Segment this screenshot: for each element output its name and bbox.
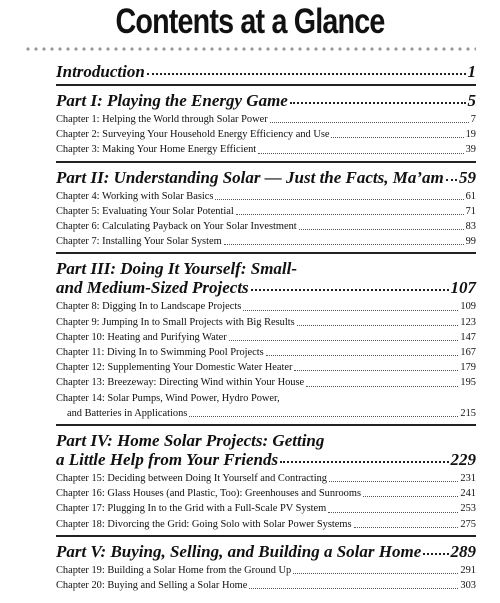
dot-leader bbox=[229, 340, 459, 341]
chapter-page: 291 bbox=[460, 564, 476, 576]
dot-leader bbox=[243, 310, 458, 311]
chapter-label: Chapter 15: Deciding between Doing It Yourself and Contracting bbox=[56, 473, 327, 485]
dot-leader bbox=[423, 553, 448, 555]
toc-chapter[interactable] bbox=[56, 360, 476, 375]
dot-leader bbox=[258, 153, 463, 154]
page-title: Contents at a Glance bbox=[115, 2, 385, 41]
toc-part-2[interactable] bbox=[56, 168, 476, 187]
chapter-page: 241 bbox=[460, 488, 476, 500]
toc-intro[interactable] bbox=[56, 62, 476, 81]
chapter-label: Chapter 18: Divorcing the Grid: Going Solo with Solar Power Systems bbox=[56, 518, 352, 530]
dot-leader bbox=[215, 199, 463, 200]
part-divider bbox=[56, 424, 476, 426]
chapter-page: 215 bbox=[460, 407, 476, 419]
toc-chapter[interactable] bbox=[56, 189, 476, 204]
dot-leader bbox=[331, 137, 463, 138]
dot-leader bbox=[236, 214, 464, 215]
chapter-label: Chapter 10: Heating and Purifying Water bbox=[56, 331, 227, 343]
toc-chapter[interactable] bbox=[56, 234, 476, 249]
toc-chapter[interactable] bbox=[56, 127, 476, 142]
dot-leader bbox=[354, 527, 459, 528]
chapter-page: 195 bbox=[460, 377, 476, 389]
chapter-label: Chapter 11: Diving In to Swimming Pool Projects bbox=[56, 347, 264, 359]
dot-leader bbox=[251, 289, 449, 291]
chapter-label: Chapter 19: Building a Solar Home from the Ground Up bbox=[56, 564, 292, 576]
toc-chapter[interactable] bbox=[56, 375, 476, 390]
toc-chapter[interactable] bbox=[56, 471, 476, 486]
toc-chapter[interactable] bbox=[56, 391, 476, 421]
table-of-contents bbox=[56, 62, 476, 593]
part-divider bbox=[56, 252, 476, 254]
toc-part-3[interactable] bbox=[56, 259, 476, 297]
dot-leader bbox=[446, 179, 457, 181]
dot-leader bbox=[294, 370, 458, 371]
chapter-label: Chapter 13: Breezeway: Directing Wind within Your House bbox=[56, 377, 305, 389]
part-title: Part II: Understanding Solar — Just the Facts, Ma’am bbox=[56, 167, 444, 187]
chapter-page: 7 bbox=[470, 114, 476, 125]
chapter-page: 109 bbox=[460, 301, 476, 313]
dot-leader bbox=[189, 416, 458, 417]
chapter-page: 275 bbox=[460, 518, 476, 530]
part-divider bbox=[56, 535, 476, 537]
toc-chapter[interactable] bbox=[56, 517, 476, 532]
chapter-page: 99 bbox=[465, 236, 476, 248]
part-page: 229 bbox=[450, 450, 476, 470]
chapter-page: 61 bbox=[465, 190, 476, 202]
dot-leader bbox=[266, 355, 459, 356]
toc-chapter[interactable] bbox=[56, 299, 476, 314]
chapter-page: 83 bbox=[465, 221, 476, 233]
toc-part-5[interactable] bbox=[56, 542, 476, 561]
chapter-label: Chapter 3: Making Your Home Energy Efficient bbox=[56, 144, 257, 156]
dot-leader bbox=[329, 481, 458, 482]
part-page: 5 bbox=[467, 91, 476, 110]
chapter-label: Chapter 1: Helping the World through Solar Power bbox=[56, 114, 268, 125]
dot-leader bbox=[299, 229, 464, 230]
part-page: 59 bbox=[459, 167, 476, 187]
chapter-page: 167 bbox=[460, 347, 476, 359]
chapter-label-line1: Chapter 14: Solar Pumps, Wind Power, Hydro Power, bbox=[56, 392, 280, 404]
chapter-page: 71 bbox=[465, 205, 476, 217]
chapter-label: Chapter 9: Jumping In to Small Projects with Big Results bbox=[56, 316, 295, 328]
chapter-page: 253 bbox=[460, 503, 476, 515]
chapter-label: Chapter 7: Installing Your Solar System bbox=[56, 236, 222, 248]
dotted-divider bbox=[24, 46, 476, 52]
chapter-label: Chapter 16: Glass Houses (and Plastic, Too): Greenhouses and Sunrooms bbox=[56, 488, 361, 500]
chapter-label: Chapter 17: Plugging In to the Grid with a Full-Scale PV System bbox=[56, 503, 327, 515]
chapter-page: 303 bbox=[460, 580, 476, 592]
chapter-page: 179 bbox=[460, 362, 476, 374]
toc-chapter[interactable] bbox=[56, 345, 476, 360]
toc-chapter[interactable] bbox=[56, 142, 476, 157]
toc-part-1[interactable] bbox=[56, 91, 476, 110]
part-page: 289 bbox=[450, 541, 476, 561]
chapter-label: Chapter 4: Working with Solar Basics bbox=[56, 190, 214, 202]
part-title-line1: Part IV: Home Solar Projects: Getting bbox=[56, 431, 325, 451]
chapter-label: Chapter 8: Digging In to Landscape Projects bbox=[56, 301, 242, 313]
dot-leader bbox=[363, 496, 458, 497]
part-divider bbox=[56, 84, 476, 86]
chapter-label: Chapter 2: Surveying Your Household Energy Efficiency and Use bbox=[56, 129, 330, 141]
dot-leader bbox=[306, 386, 458, 387]
dot-leader bbox=[297, 325, 459, 326]
toc-chapter[interactable] bbox=[56, 112, 476, 127]
chapter-page: 39 bbox=[465, 144, 476, 156]
chapter-page: 19 bbox=[465, 129, 476, 141]
dot-leader bbox=[293, 573, 458, 574]
dot-leader bbox=[328, 512, 458, 513]
chapter-page: 231 bbox=[460, 473, 476, 485]
part-title-line2: and Medium-Sized Projects bbox=[56, 278, 249, 298]
toc-chapter[interactable] bbox=[56, 486, 476, 501]
part-divider bbox=[56, 161, 476, 163]
chapter-label: Chapter 20: Buying and Selling a Solar Home bbox=[56, 580, 248, 592]
dot-leader bbox=[280, 461, 448, 463]
part-title-line1: Part III: Doing It Yourself: Small- bbox=[56, 259, 298, 279]
toc-chapter[interactable] bbox=[56, 501, 476, 516]
chapter-page: 123 bbox=[460, 316, 476, 328]
part-page: 107 bbox=[450, 278, 476, 298]
dot-leader bbox=[290, 102, 466, 104]
toc-chapter[interactable] bbox=[56, 315, 476, 330]
toc-part-4[interactable] bbox=[56, 431, 476, 469]
chapter-label: Chapter 12: Supplementing Your Domestic Water Heater bbox=[56, 362, 293, 374]
part-title: Part V: Buying, Selling, and Building a Solar Home bbox=[56, 541, 422, 561]
dot-leader bbox=[147, 73, 466, 75]
dot-leader bbox=[270, 122, 469, 123]
part-title: Part I: Playing the Energy Game bbox=[56, 91, 288, 110]
chapter-label: Chapter 5: Evaluating Your Solar Potential bbox=[56, 205, 234, 217]
toc-chapter[interactable] bbox=[56, 578, 476, 593]
chapter-label-line2: and Batteries in Applications bbox=[67, 407, 188, 419]
intro-page: 1 bbox=[467, 62, 476, 81]
dot-leader bbox=[224, 244, 464, 245]
dot-leader bbox=[249, 588, 458, 589]
chapter-page: 147 bbox=[460, 331, 476, 343]
part-title-line2: a Little Help from Your Friends bbox=[56, 450, 279, 470]
toc-chapter[interactable] bbox=[56, 563, 476, 578]
toc-chapter[interactable] bbox=[56, 204, 476, 219]
chapter-label: Chapter 6: Calculating Payback on Your Solar Investment bbox=[56, 221, 297, 233]
toc-chapter[interactable] bbox=[56, 330, 476, 345]
intro-label: Introduction bbox=[56, 62, 145, 81]
toc-chapter[interactable] bbox=[56, 219, 476, 234]
